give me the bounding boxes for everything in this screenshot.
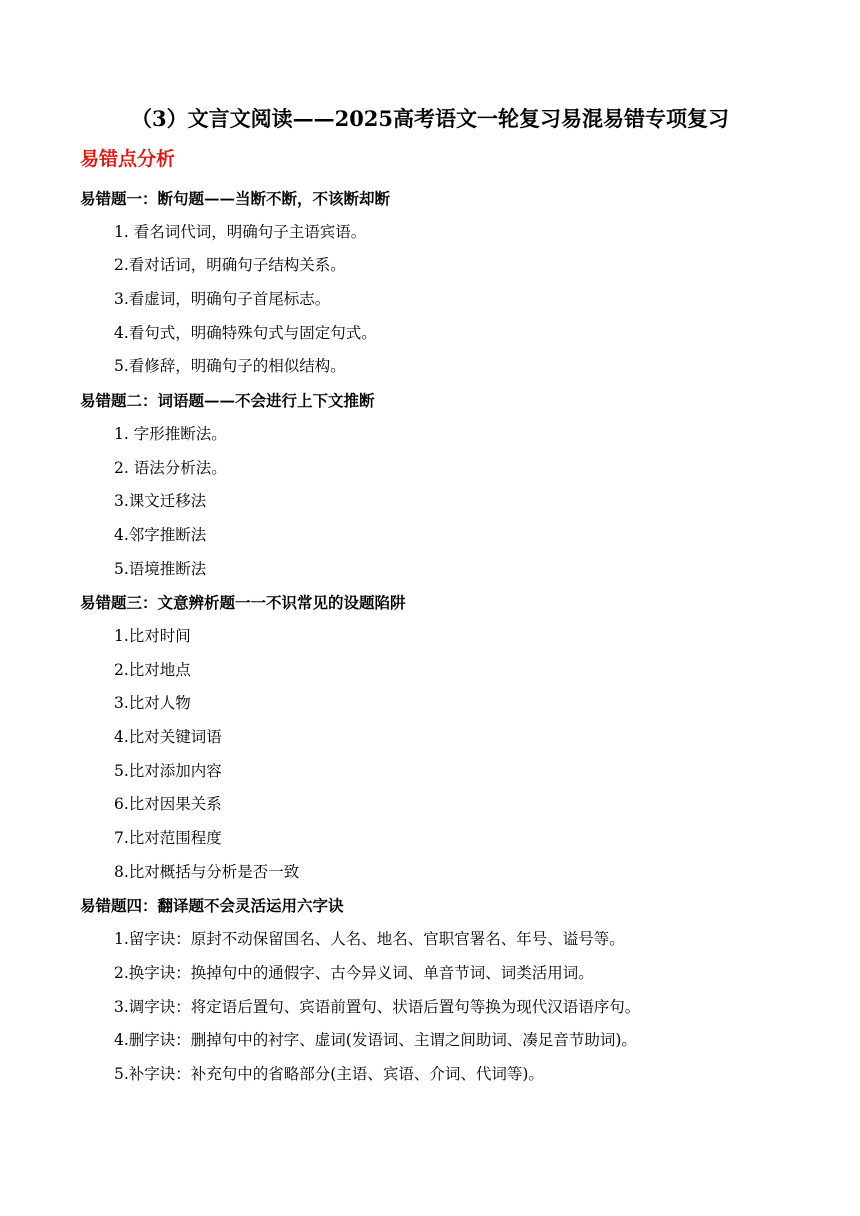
error-analysis-list — [80, 182, 780, 1092]
list-item: 1. 看名词代词，明确句子主语宾语。 — [114, 222, 367, 241]
list-item: 1.留字诀：原封不动保留国名、人名、地名、官职官署名、年号、谥号等。 — [114, 930, 625, 949]
list-item: 6.比对因果关系 — [114, 795, 222, 814]
group-title: 易错题一：断句题——当断不断，不该断却断 — [80, 189, 391, 208]
list-item: 2.换字诀：换掉句中的通假字、古今异义词、单音节词、词类活用词。 — [114, 963, 594, 982]
list-item: 5.比对添加内容 — [114, 761, 222, 780]
list-item: 2.看对话词，明确句子结构关系。 — [114, 256, 346, 275]
list-item: 3.课文迁移法 — [114, 492, 207, 511]
list-item: 7.比对范围程度 — [114, 829, 222, 848]
question-group-2 — [80, 384, 780, 586]
list-item: 3.看虚词，明确句子首尾标志。 — [114, 290, 331, 309]
group-title: 易错题三：文意辨析题一一不识常见的设题陷阱 — [80, 593, 406, 613]
question-group-1 — [80, 182, 780, 384]
list-item: 1.比对时间 — [114, 626, 191, 645]
list-item: 8.比对概括与分析是否一致 — [114, 862, 300, 881]
list-item: 2.比对地点 — [114, 660, 191, 679]
list-item: 5.看修辞，明确句子的相似结构。 — [114, 357, 346, 376]
group-title: 易错题四：翻译题不会灵活运用六字诀 — [80, 896, 344, 916]
section-heading: 易错点分析 — [80, 148, 176, 170]
list-item: 3.调字诀：将定语后置句、宾语前置句、状语后置句等换为现代汉语语序句。 — [114, 997, 641, 1016]
list-item: 2. 语法分析法。 — [114, 458, 227, 477]
group-title: 易错题二：词语题——不会进行上下文推断 — [80, 391, 375, 411]
list-item: 5.语境推断法 — [114, 559, 207, 578]
list-item: 3.比对人物 — [114, 694, 191, 713]
question-group-3 — [80, 586, 780, 889]
list-item: 4.删字诀：删掉句中的衬字、虚词(发语词、主谓之间助词、凑足音节助词)。 — [114, 1031, 637, 1050]
list-item: 4.看句式，明确特殊句式与固定句式。 — [114, 323, 377, 342]
list-item: 4.邻字推断法 — [114, 525, 207, 544]
document-title: （3）文言文阅读——2025高考语文一轮复习易混易错专项复习 — [130, 106, 730, 131]
list-item: 5.补字诀：补充句中的省略部分(主语、宾语、介词、代词等)。 — [114, 1064, 544, 1083]
list-item: 4.比对关键词语 — [114, 728, 222, 746]
question-group-4 — [80, 889, 780, 1091]
list-item: 1. 字形推断法。 — [114, 424, 227, 443]
